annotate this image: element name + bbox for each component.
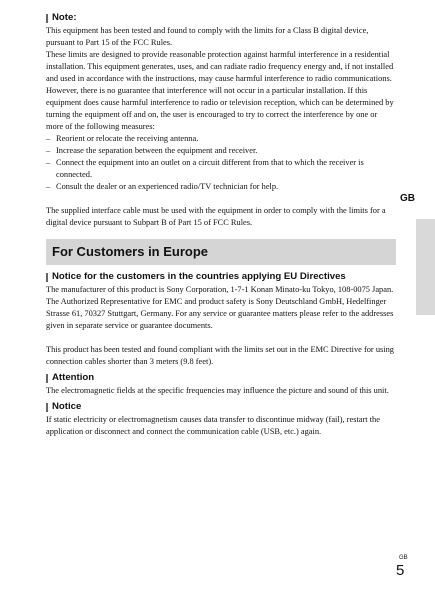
attention-heading: [46, 372, 396, 384]
notice-heading: [46, 401, 396, 413]
note-heading: [46, 12, 396, 24]
section-title: For Customers in Europe: [52, 244, 209, 259]
heading-marker: [46, 14, 48, 23]
fcc-compliance-text: This equipment has been tested and found to comply with the limits for a Class B digital device, pursuant to Part 15 of the FCC Rules.: [46, 26, 369, 47]
list-item-text: Reorient or relocate the receiving antenna.: [56, 134, 199, 143]
note-heading-text: Note:: [52, 12, 77, 23]
list-item: – Consult the dealer or an experienced radio/TV technician for help.: [46, 182, 279, 191]
page-content: [46, 8, 396, 438]
notice-heading-text: Notice: [52, 401, 82, 412]
fcc-limits-text: These limits are designed to provide reasonable protection against harmful interference in a residential installation. This equipment generates, uses, and can radiate radio frequency energy and, if not installed and used in accordance with the instructions, may cause harmful interference to radio communications. However, there is no guarantee that interference will not occur in a particular installation. If this equipment does cause harmful interference to radio or television reception, which can be determined by turning the equipment off and on, the user is encouraged to try to correct the interference by one or more of the following measures:: [46, 50, 394, 131]
interface-cable-text: The supplied interface cable must be used with the equipment in order to comply with the limits for a digital device pursuant to Subpart B of Part 15 of FCC Rules.: [46, 206, 386, 227]
list-item-text: Connect the equipment into an outlet on a circuit different from that to which the receiver is connected.: [56, 158, 364, 179]
eu-notice-heading-text: Notice for the customers in the countries applying EU Directives: [52, 271, 346, 282]
language-label: GB: [400, 193, 415, 204]
attention-heading-text: Attention: [52, 372, 95, 383]
attention-text: The electromagnetic fields at the specific frequencies may influence the picture and sound of this unit.: [46, 386, 389, 395]
eu-notice-heading: [46, 271, 396, 283]
list-item: – Connect the equipment into an outlet on a circuit different from that to which the receiver is connected.: [46, 158, 364, 179]
heading-marker: [46, 273, 48, 282]
list-item: – Increase the separation between the equipment and receiver.: [46, 146, 258, 155]
page-code: GB: [399, 555, 408, 561]
notice-text: If static electricity or electromagnetism causes data transfer to discontinue midway (fail), restart the application or disconnect and connect the communication cable (USB, etc.) again.: [46, 415, 380, 436]
measures-list: [46, 133, 396, 193]
heading-marker: [46, 374, 48, 383]
section-title-bar: [46, 239, 396, 265]
page-number: 5: [396, 562, 405, 579]
list-item-text: Increase the separation between the equipment and receiver.: [56, 146, 258, 155]
heading-marker: [46, 403, 48, 412]
language-tab: [416, 219, 435, 315]
list-item-text: Consult the dealer or an experienced radio/TV technician for help.: [56, 182, 279, 191]
emc-directive-text: This product has been tested and found compliant with the limits set out in the EMC Directive for using connection cables shorter than 3 meters (9.8 feet).: [46, 345, 394, 366]
manufacturer-text: The manufacturer of this product is Sony Corporation, 1-7-1 Konan Minato-ku Tokyo, 108-0075 Japan. The Authorized Representative for EMC and product safety is Sony Deutschland GmbH, Hedelfinger Strasse 61, 70327 Stuttgart, Germany. For any service or guarantee matters please refer to the addresses given in separate service or guarantee documents.: [46, 285, 394, 330]
list-item: – Reorient or relocate the receiving antenna.: [46, 134, 199, 143]
